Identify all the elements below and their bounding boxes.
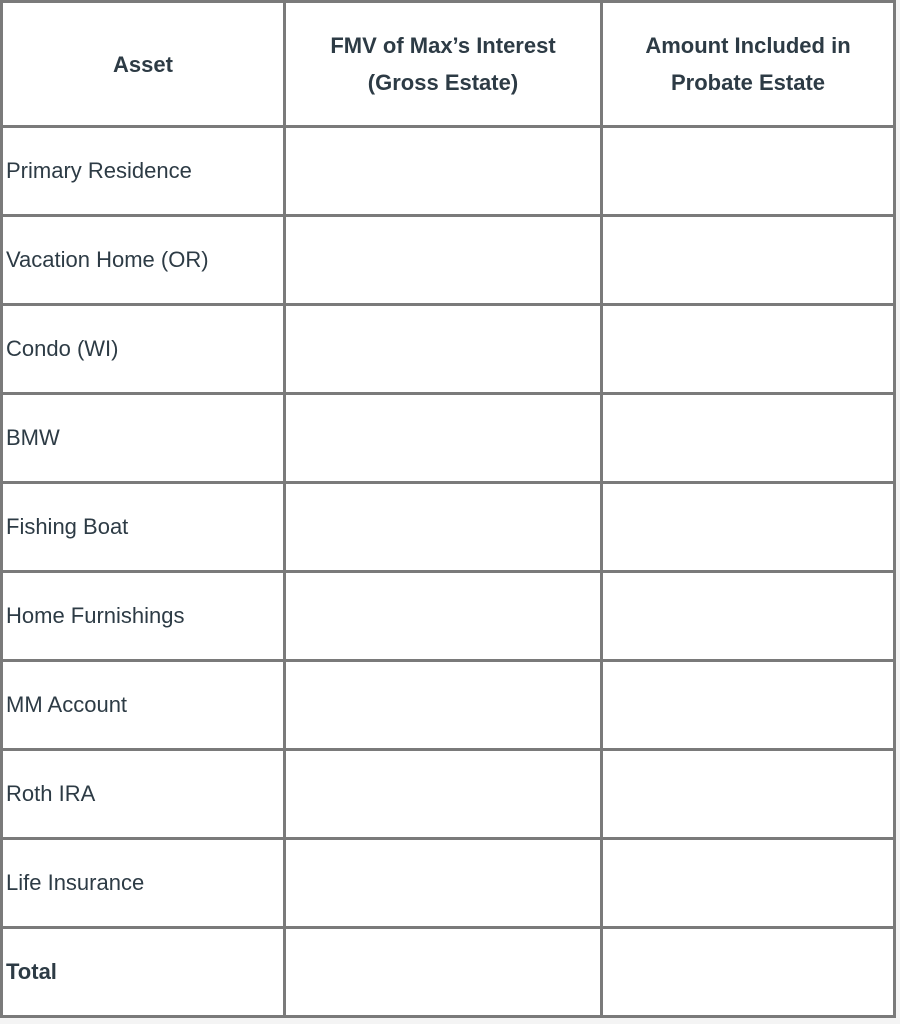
table-row bbox=[2, 750, 895, 839]
probate-cell[interactable] bbox=[602, 216, 895, 305]
probate-cell[interactable] bbox=[602, 127, 895, 216]
header-asset-label: Asset bbox=[113, 51, 173, 77]
fmv-total-cell[interactable] bbox=[285, 928, 602, 1017]
table-row bbox=[2, 661, 895, 750]
probate-cell[interactable] bbox=[602, 661, 895, 750]
asset-cell: Fishing Boat bbox=[2, 483, 285, 572]
fmv-cell[interactable] bbox=[285, 127, 602, 216]
header-probate-line1: Amount Included in bbox=[645, 33, 851, 58]
header-probate bbox=[602, 2, 895, 127]
asset-cell: Vacation Home (OR) bbox=[2, 216, 285, 305]
table-row bbox=[2, 839, 895, 928]
fmv-cell[interactable] bbox=[285, 305, 602, 394]
table-row bbox=[2, 394, 895, 483]
probate-cell[interactable] bbox=[602, 750, 895, 839]
header-probate-line2: Probate Estate bbox=[670, 70, 826, 95]
total-label: Total bbox=[2, 928, 285, 1017]
table-row bbox=[2, 216, 895, 305]
probate-cell[interactable] bbox=[602, 394, 895, 483]
probate-cell[interactable] bbox=[602, 305, 895, 394]
header-row bbox=[2, 2, 895, 127]
asset-cell: Condo (WI) bbox=[2, 305, 285, 394]
probate-cell[interactable] bbox=[602, 839, 895, 928]
asset-cell: Home Furnishings bbox=[2, 572, 285, 661]
fmv-cell[interactable] bbox=[285, 394, 602, 483]
header-fmv bbox=[285, 2, 602, 127]
fmv-cell[interactable] bbox=[285, 750, 602, 839]
header-fmv-line2: (Gross Estate) bbox=[367, 70, 519, 95]
table-row bbox=[2, 572, 895, 661]
fmv-cell[interactable] bbox=[285, 216, 602, 305]
probate-cell[interactable] bbox=[602, 483, 895, 572]
table-row bbox=[2, 305, 895, 394]
table-row bbox=[2, 483, 895, 572]
table-row bbox=[2, 127, 895, 216]
asset-cell: Roth IRA bbox=[2, 750, 285, 839]
total-row bbox=[2, 928, 895, 1017]
asset-cell: BMW bbox=[2, 394, 285, 483]
fmv-cell[interactable] bbox=[285, 483, 602, 572]
probate-cell[interactable] bbox=[602, 572, 895, 661]
asset-cell: MM Account bbox=[2, 661, 285, 750]
asset-cell: Primary Residence bbox=[2, 127, 285, 216]
header-fmv-line1: FMV of Max’s Interest bbox=[330, 33, 556, 58]
fmv-cell[interactable] bbox=[285, 839, 602, 928]
header-asset bbox=[2, 2, 285, 127]
asset-cell: Life Insurance bbox=[2, 839, 285, 928]
probate-total-cell[interactable] bbox=[602, 928, 895, 1017]
fmv-cell[interactable] bbox=[285, 572, 602, 661]
fmv-cell[interactable] bbox=[285, 661, 602, 750]
